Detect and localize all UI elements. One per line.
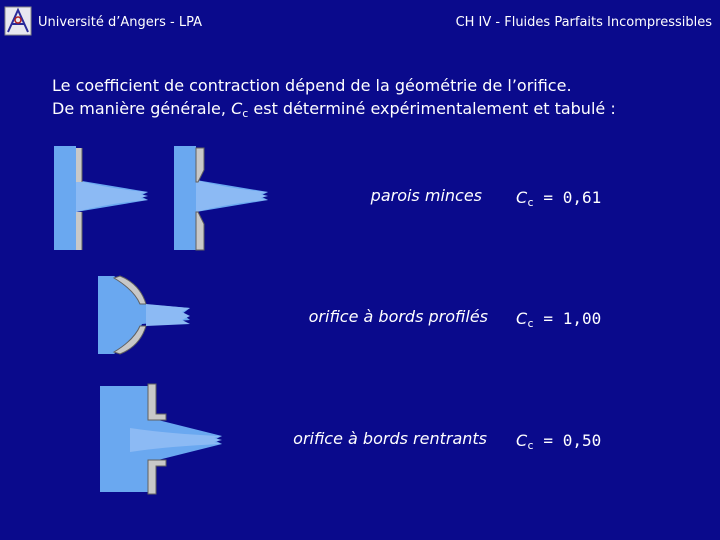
header-chapter: CH IV - Fluides Parfaits Incompressibles [455,15,712,30]
row-value-profiled: Cc = 1,00 [516,309,602,330]
thin-wall-orifice-diagram [54,146,148,250]
cc-symbol: C [231,99,243,118]
reentrant-orifice-diagram [100,384,222,494]
intro-line-2: De manière générale, Cc est déterminé expérimentalement et tabulé : [52,99,616,120]
row-label-profiled: orifice à bords profilés [308,307,488,326]
beveled-wall-orifice-diagram [174,146,268,250]
row-value-reentrant: Cc = 0,50 [516,431,602,452]
row-label-reentrant: orifice à bords rentrants [293,429,487,448]
intro-line-1: Le coefficient de contraction dépend de la géométrie de l’orifice. [52,76,572,95]
row-value-thin-wall: Cc = 0,61 [516,188,602,209]
profiled-orifice-diagram [98,276,190,354]
cc-subscript: c [242,107,249,120]
row-label-thin-wall: parois minces [370,186,482,205]
header-institution: Université d’Angers - LPA [38,15,202,30]
